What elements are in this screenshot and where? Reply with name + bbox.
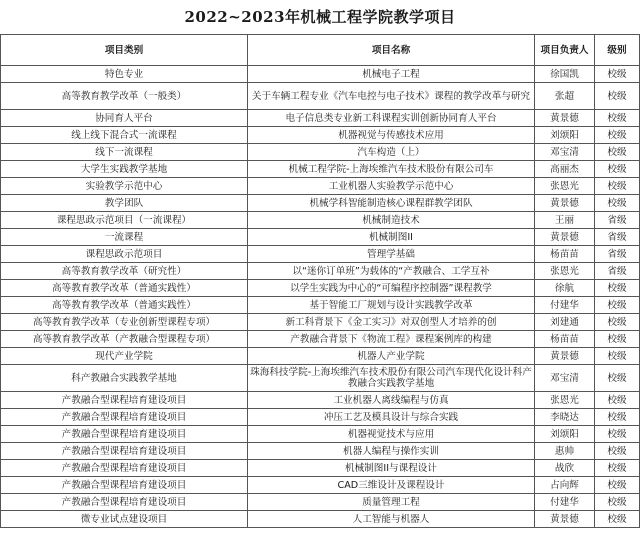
cell-leader: 高丽杰 (535, 161, 595, 178)
table-row (1, 443, 640, 460)
cell-leader: 王丽 (535, 212, 595, 229)
cell-level: 省级 (595, 229, 640, 246)
table-body (1, 66, 640, 528)
cell-level: 校级 (595, 297, 640, 314)
cell-name: 机器视觉与传感技术应用 (248, 127, 535, 144)
cell-category: 线上线下混合式一流课程 (1, 127, 248, 144)
cell-category: 教学团队 (1, 195, 248, 212)
cell-name: 机器视觉技术与应用 (248, 426, 535, 443)
cell-leader: 徐航 (535, 280, 595, 297)
cell-category: 产教融合型课程培育建设项目 (1, 392, 248, 409)
table-row (1, 392, 640, 409)
table-row (1, 280, 640, 297)
cell-level: 校级 (595, 477, 640, 494)
cell-level: 省级 (595, 246, 640, 263)
cell-name: CAD三维设计及课程设计 (248, 477, 535, 494)
table-row (1, 229, 640, 246)
cell-level: 校级 (595, 280, 640, 297)
cell-name: 冲压工艺及模具设计与综合实践 (248, 409, 535, 426)
cell-leader: 杨苗苗 (535, 331, 595, 348)
cell-leader: 张恩光 (535, 263, 595, 280)
cell-category: 高等教育教学改革（普通实践性） (1, 297, 248, 314)
cell-leader: 邓宝清 (535, 365, 595, 392)
cell-level: 校级 (595, 83, 640, 110)
cell-level: 校级 (595, 409, 640, 426)
table-row (1, 477, 640, 494)
cell-leader: 邓宝清 (535, 144, 595, 161)
table-row (1, 494, 640, 511)
cell-leader: 刘颂阳 (535, 127, 595, 144)
cell-category: 高等教育教学改革（一般类） (1, 83, 248, 110)
header-category: 项目类别 (1, 35, 248, 66)
table-row (1, 365, 640, 392)
cell-name: 新工科背景下《金工实习》对双创型人才培养的创 (248, 314, 535, 331)
table-row (1, 195, 640, 212)
table-row (1, 66, 640, 83)
cell-category: 高等教育教学改革（产教融合型课程专项） (1, 331, 248, 348)
cell-leader: 惠帅 (535, 443, 595, 460)
cell-level: 校级 (595, 110, 640, 127)
cell-leader: 黄景德 (535, 348, 595, 365)
cell-name: 以学生实践为中心的“可编程序控制器”课程教学 (248, 280, 535, 297)
cell-level: 校级 (595, 443, 640, 460)
cell-level: 校级 (595, 460, 640, 477)
cell-name: 基于智能工厂规划与设计实践教学改革 (248, 297, 535, 314)
cell-category: 产教融合型课程培育建设项目 (1, 477, 248, 494)
cell-category: 实验教学示范中心 (1, 178, 248, 195)
table-row (1, 409, 640, 426)
header-level: 级别 (595, 35, 640, 66)
cell-category: 产教融合型课程培育建设项目 (1, 460, 248, 477)
table-row (1, 297, 640, 314)
cell-level: 校级 (595, 161, 640, 178)
cell-name: 以“迷你订单班”为载体的“产教融合、工学互补 (248, 263, 535, 280)
cell-name: 工业机器人离线编程与仿真 (248, 392, 535, 409)
cell-leader: 黄景德 (535, 195, 595, 212)
cell-level: 校级 (595, 392, 640, 409)
table-row (1, 161, 640, 178)
cell-name: 电子信息类专业新工科课程实训创新协同育人平台 (248, 110, 535, 127)
cell-category: 高等教育教学改革（普通实践性） (1, 280, 248, 297)
cell-name: 工业机器人实验教学示范中心 (248, 178, 535, 195)
cell-name: 机械制造技术 (248, 212, 535, 229)
table-row (1, 110, 640, 127)
cell-level: 校级 (595, 144, 640, 161)
cell-category: 高等教育教学改革（专业创新型课程专项） (1, 314, 248, 331)
cell-category: 高等教育教学改革（研究性） (1, 263, 248, 280)
cell-level: 校级 (595, 348, 640, 365)
header-name: 项目名称 (248, 35, 535, 66)
cell-level: 校级 (595, 331, 640, 348)
table-row (1, 263, 640, 280)
document-title: 2022~2023年机械工程学院教学项目 (184, 8, 456, 26)
table-row (1, 212, 640, 229)
cell-level: 校级 (595, 127, 640, 144)
cell-name: 产教融合背景下《物流工程》课程案例库的构建 (248, 331, 535, 348)
cell-name: 机械制图II与课程设计 (248, 460, 535, 477)
cell-level: 校级 (595, 178, 640, 195)
cell-category: 微专业试点建设项目 (1, 511, 248, 528)
cell-category: 产教融合型课程培育建设项目 (1, 443, 248, 460)
cell-leader: 占向辉 (535, 477, 595, 494)
cell-name: 机械制图II (248, 229, 535, 246)
cell-name: 人工智能与机器人 (248, 511, 535, 528)
table-row (1, 314, 640, 331)
cell-leader: 杨苗苗 (535, 246, 595, 263)
cell-category: 一流课程 (1, 229, 248, 246)
cell-category: 特色专业 (1, 66, 248, 83)
cell-name: 机械工程学院-上海埃维汽车技术股份有限公司车 (248, 161, 535, 178)
cell-leader: 李晓达 (535, 409, 595, 426)
cell-leader: 张恩光 (535, 178, 595, 195)
cell-category: 线下一流课程 (1, 144, 248, 161)
cell-leader: 张超 (535, 83, 595, 110)
cell-level: 校级 (595, 195, 640, 212)
cell-level: 校级 (595, 66, 640, 83)
cell-level: 省级 (595, 212, 640, 229)
cell-leader: 黄景德 (535, 511, 595, 528)
table-row (1, 426, 640, 443)
header-leader: 项目负责人 (535, 35, 595, 66)
cell-category: 现代产业学院 (1, 348, 248, 365)
cell-leader: 黄景德 (535, 229, 595, 246)
cell-level: 校级 (595, 365, 640, 392)
cell-category: 协同育人平台 (1, 110, 248, 127)
cell-leader: 张恩光 (535, 392, 595, 409)
table-header-row (1, 35, 640, 66)
cell-level: 校级 (595, 511, 640, 528)
cell-leader: 付建华 (535, 297, 595, 314)
cell-name: 管理学基础 (248, 246, 535, 263)
cell-leader: 付建华 (535, 494, 595, 511)
cell-category: 课程思政示范项目 (1, 246, 248, 263)
cell-leader: 徐国凯 (535, 66, 595, 83)
cell-category: 课程思政示范项目（一流课程） (1, 212, 248, 229)
cell-category: 产教融合型课程培育建设项目 (1, 494, 248, 511)
cell-category: 大学生实践教学基地 (1, 161, 248, 178)
cell-category: 科产教融合实践教学基地 (1, 365, 248, 392)
cell-leader: 刘建通 (535, 314, 595, 331)
cell-leader: 黄景德 (535, 110, 595, 127)
cell-leader: 战欣 (535, 460, 595, 477)
table-row (1, 331, 640, 348)
cell-name: 机械学科智能制造核心课程群教学团队 (248, 195, 535, 212)
table-row (1, 144, 640, 161)
cell-level: 校级 (595, 314, 640, 331)
cell-name: 质量管理工程 (248, 494, 535, 511)
projects-table (0, 34, 640, 528)
cell-leader: 刘颂阳 (535, 426, 595, 443)
cell-level: 校级 (595, 426, 640, 443)
cell-level: 省级 (595, 263, 640, 280)
table-row (1, 127, 640, 144)
cell-name: 关于车辆工程专业《汽车电控与电子技术》课程的教学改革与研究 (248, 83, 535, 110)
table-row (1, 178, 640, 195)
cell-name: 机械电子工程 (248, 66, 535, 83)
table-row (1, 348, 640, 365)
table-row (1, 246, 640, 263)
cell-name: 机器人产业学院 (248, 348, 535, 365)
cell-name: 机器人编程与操作实训 (248, 443, 535, 460)
cell-level: 校级 (595, 494, 640, 511)
table-row (1, 511, 640, 528)
cell-category: 产教融合型课程培育建设项目 (1, 409, 248, 426)
table-row (1, 460, 640, 477)
cell-name: 珠海科技学院-上海埃维汽车技术股份有限公司汽车现代化设计科产教融合实践教学基地 (248, 365, 535, 392)
cell-name: 汽车构造（上） (248, 144, 535, 161)
table-row (1, 83, 640, 110)
cell-category: 产教融合型课程培育建设项目 (1, 426, 248, 443)
